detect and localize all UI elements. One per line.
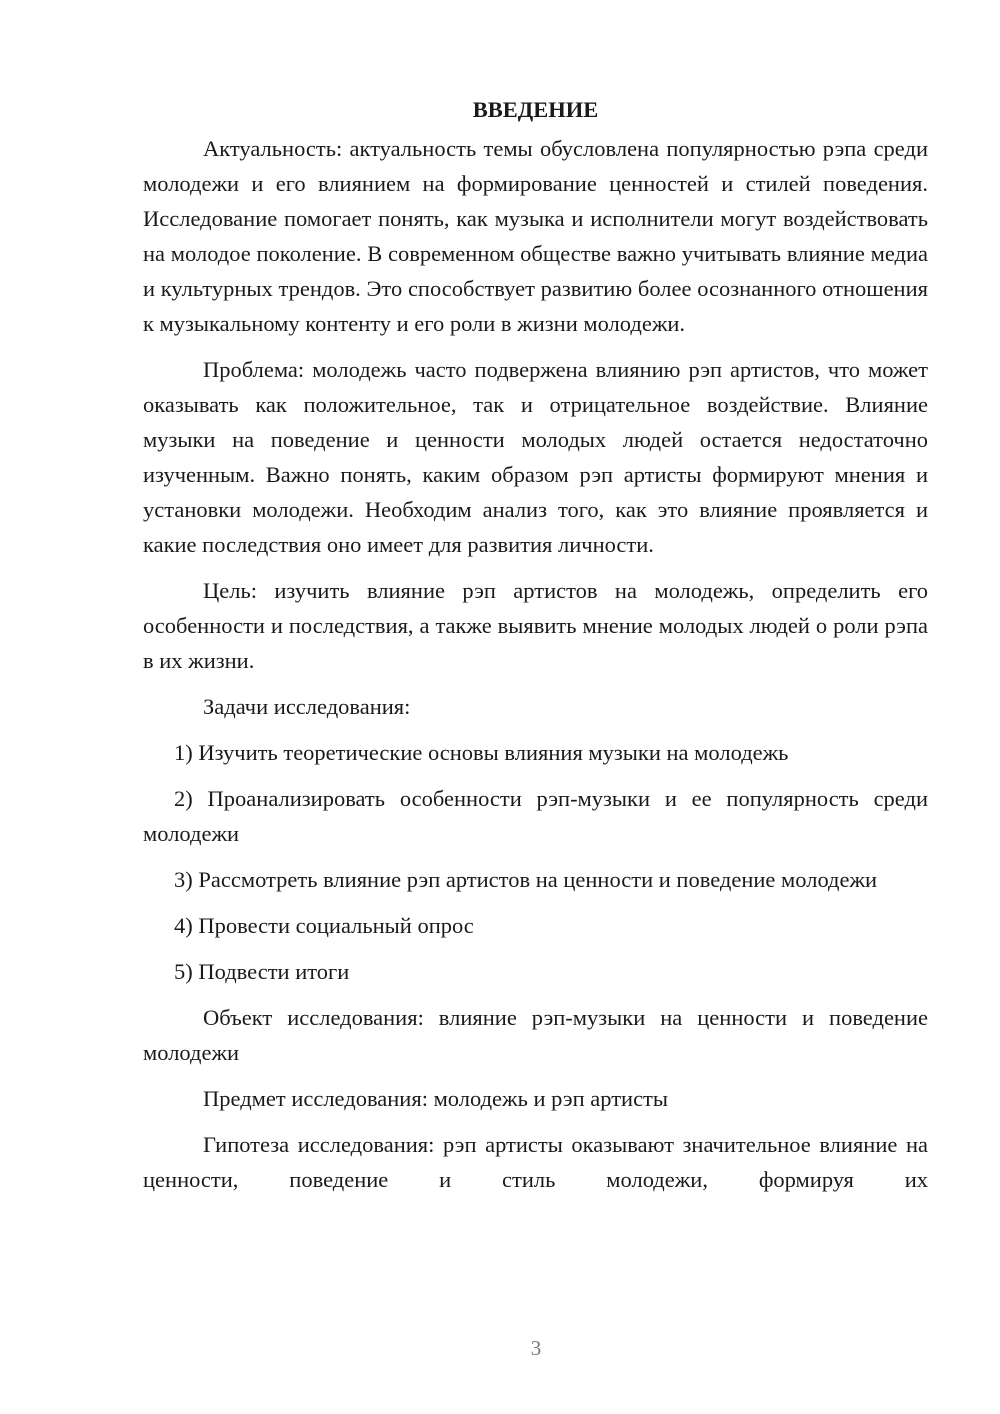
page-content [143,92,928,1197]
subject-paragraph: Предмет исследования: молодежь и рэп артисты [203,1086,669,1111]
task-item-1: 1) Изучить теоретические основы влияния музыки на молодежь [174,740,789,765]
task-item-3: 3) Рассмотреть влияние рэп артистов на ценности и поведение молодежи [174,867,878,892]
task-item-5: 5) Подвести итоги [174,959,350,984]
goal-paragraph: Цель: изучить влияние рэп артистов на молодежь, определить его особенности и последствия, а также выявить мнение молодых людей о роли рэпа в их жизни. [143,578,928,673]
hypothesis-paragraph: Гипотеза исследования: рэп артисты оказывают значительное влияние на ценности, поведение и стиль молодежи, формируя их [143,1132,928,1192]
task-item-2: 2) Проанализировать особенности рэп-музыки и ее популярность среди молодежи [143,786,928,846]
task-item-4: 4) Провести социальный опрос [174,913,474,938]
page-number: 3 [530,1336,542,1360]
problem-paragraph: Проблема: молодежь часто подвержена влиянию рэп артистов, что может оказывать как положительное, так и отрицательное воздействие. Влияние музыки на поведение и ценности молодых людей остается недостаточно изученным. Важно понять, каким образом рэп артисты формируют мнения и установки молодежи. Необходим анализ того, как это влияние проявляется и какие последствия оно имеет для развития личности. [143,357,928,557]
tasks-heading: Задачи исследования: [203,694,411,719]
relevance-paragraph: Актуальность: актуальность темы обусловлена популярностью рэпа среди молодежи и его влиянием на формирование ценностей и стилей поведения. Исследование помогает понять, как музыка и исполнители могут воздействовать на молодое поколение. В современном обществе важно учитывать влияние медиа и культурных трендов. Это способствует развитию более осознанного отношения к музыкальному контенту и его роли в жизни молодежи. [143,136,928,336]
section-heading: ВВЕДЕНИЕ [472,97,599,122]
object-paragraph: Объект исследования: влияние рэп-музыки на ценности и поведение молодежи [143,1005,928,1065]
